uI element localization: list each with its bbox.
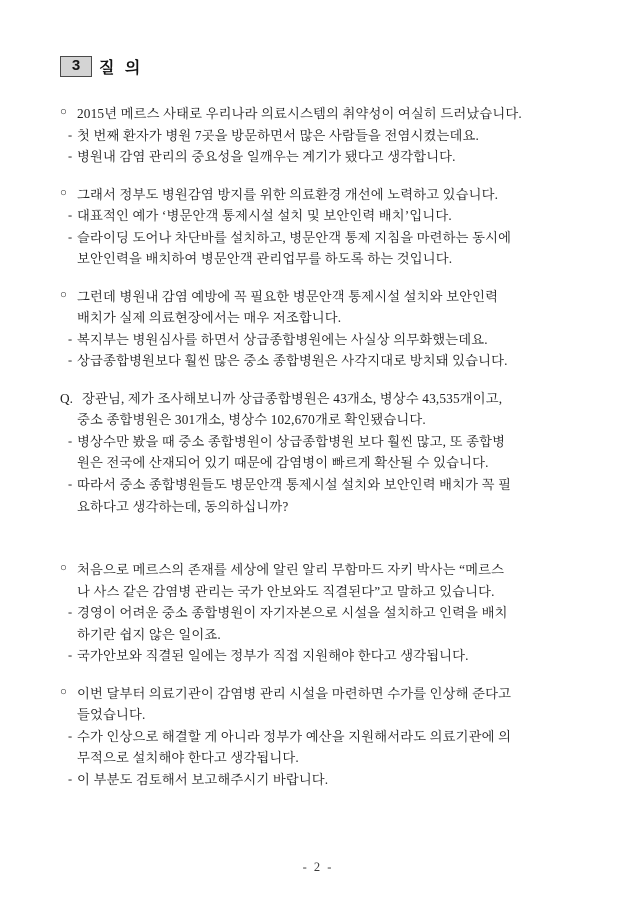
text-line	[60, 683, 580, 726]
line-marker-dash: -	[68, 331, 73, 346]
line-marker-circle: ○	[60, 106, 67, 118]
text-line	[60, 559, 580, 581]
line-text: 중소 종합병원은 301개소, 병상수 102,670개로 확인됐습니다.	[77, 412, 426, 428]
text-line	[60, 645, 580, 667]
text-line	[60, 307, 580, 329]
line-text: 무적으로 설치해야 한다고 생각됩니다.	[77, 750, 299, 766]
line-marker-dash: -	[68, 208, 73, 223]
block-mers-2015	[60, 103, 580, 168]
block-fee-increase	[60, 683, 580, 791]
text-line	[60, 388, 580, 410]
line-text: 하기란 쉽지 않은 일이죠.	[77, 626, 221, 642]
line-text: 이 부분도 검토해서 보고해주시기 바랍니다.	[77, 771, 329, 787]
text-line	[60, 184, 580, 206]
line-text: 그런데 병원내 감염 예방에 꼭 필요한 병문안객 통제시설 설치와 보안인력	[77, 288, 499, 304]
text-line	[60, 286, 580, 308]
text-line	[60, 125, 580, 147]
line-marker-dash: -	[68, 149, 73, 164]
block-national-security	[60, 559, 580, 667]
line-text: 배치가 실제 의료현장에서는 매우 저조합니다.	[77, 310, 342, 326]
line-text: 요하다고 생각하는데, 동의하십니까?	[77, 498, 289, 514]
line-text: 경영이 어려운 중소 종합병원이 자기자본으로 시설을 설치하고 인력을 배치	[77, 605, 508, 621]
line-marker-dash: -	[68, 605, 73, 620]
text-line	[60, 146, 580, 168]
page-number-footer: - 2 -	[302, 860, 334, 874]
section-heading	[60, 55, 143, 78]
text-line	[60, 103, 580, 125]
line-text: 2015년 메르스 사태로 우리나라 의료시스템의 취약성이 여실히 드러났습니다.	[77, 106, 522, 121]
line-text: 원은 전국에 산재되어 있기 때문에 감염병이 빠르게 확산될 수 있습니다.	[77, 455, 489, 471]
text-line	[60, 602, 580, 624]
text-line	[60, 452, 580, 474]
text-line	[60, 726, 580, 748]
text-line	[60, 227, 580, 249]
line-marker-circle: ○	[60, 562, 67, 575]
line-text: 보안인력을 배치하여 병문안객 관리업무를 하도록 하는 것입니다.	[77, 251, 453, 267]
text-line	[60, 474, 580, 496]
line-marker-dash: -	[68, 771, 73, 786]
line-marker-circle: ○	[60, 288, 67, 301]
line-marker-dash: -	[68, 728, 73, 743]
line-text: 처음으로 메르스의 존재를 세상에 알린 알리 무함마드 자키 박사는 “메르스	[77, 562, 505, 578]
line-text: 그래서 정부도 병원감염 방지를 위한 의료환경 개선에 노력하고 있습니다.	[77, 186, 499, 202]
line-marker-dash: -	[68, 648, 73, 663]
line-marker-dash: -	[68, 353, 73, 368]
line-marker-dash: -	[68, 229, 73, 244]
line-text: 병상수만 봤을 때 중소 종합병원이 상급종합병원 보다 훨씬 많고, 또 종합병	[77, 433, 506, 449]
text-line	[60, 248, 580, 270]
line-marker-dash: -	[68, 476, 73, 491]
line-text: 국가안보와 직결된 일에는 정부가 직접 지원해야 한다고 생각됩니다.	[77, 648, 469, 664]
line-text: 나 사스 같은 감염병 관리는 국가 안보와도 직결된다”고 말하고 있습니다.	[77, 583, 495, 599]
text-line	[60, 581, 580, 603]
section-number-badge: 3	[60, 56, 92, 77]
document-body	[60, 103, 580, 790]
block-low-adoption	[60, 286, 580, 372]
text-line	[60, 496, 580, 518]
line-text: 이번 달부터 의료기관이 감염병 관리 시설을 마련하면 수가를 인상해 준다고 들었습니다.	[77, 685, 512, 723]
text-line	[60, 409, 580, 431]
line-text: 첫 번째 환자가 병원 7곳을 방문하면서 많은 사람들을 전염시켰는데요.	[77, 127, 479, 143]
line-marker-dash: -	[68, 127, 73, 142]
text-line	[60, 747, 580, 769]
line-text: 상급종합병원보다 훨씬 많은 중소 종합병원은 사각지대로 방치돼 있습니다.	[77, 353, 508, 369]
text-line	[60, 329, 580, 351]
text-line	[60, 205, 580, 227]
line-text: 병원내 감염 관리의 중요성을 일깨우는 계기가 됐다고 생각합니다.	[77, 149, 456, 165]
line-text: 수가 인상으로 해결할 게 아니라 정부가 예산을 지원해서라도 의료기관에 의	[77, 728, 512, 744]
line-marker-q: Q.	[60, 390, 73, 406]
line-text: 복지부는 병원심사를 하면서 상급종합병원에는 사실상 의무화했는데요.	[77, 331, 488, 347]
block-question-statistics	[60, 388, 580, 517]
line-text: 대표적인 예가 ‘병문안객 통제시설 설치 및 보안인력 배치’입니다.	[77, 208, 452, 224]
text-line	[60, 350, 580, 372]
line-marker-circle: ○	[60, 186, 67, 199]
line-text: 장관님, 제가 조사해보니까 상급종합병원은 43개소, 병상수 43,535개이고,	[82, 390, 503, 406]
line-text: 슬라이딩 도어나 차단바를 설치하고, 병문안객 통제 지침을 마련하는 동시에	[77, 229, 512, 245]
page-title: 질 의	[99, 60, 144, 77]
text-line	[60, 431, 580, 453]
text-line	[60, 624, 580, 646]
line-text: 따라서 중소 종합병원들도 병문안객 통제시설 설치와 보안인력 배치가 꼭 필	[77, 476, 512, 492]
line-marker-dash: -	[68, 433, 73, 448]
text-line	[60, 769, 580, 791]
block-government-effort	[60, 184, 580, 270]
line-marker-circle: ○	[60, 685, 67, 698]
